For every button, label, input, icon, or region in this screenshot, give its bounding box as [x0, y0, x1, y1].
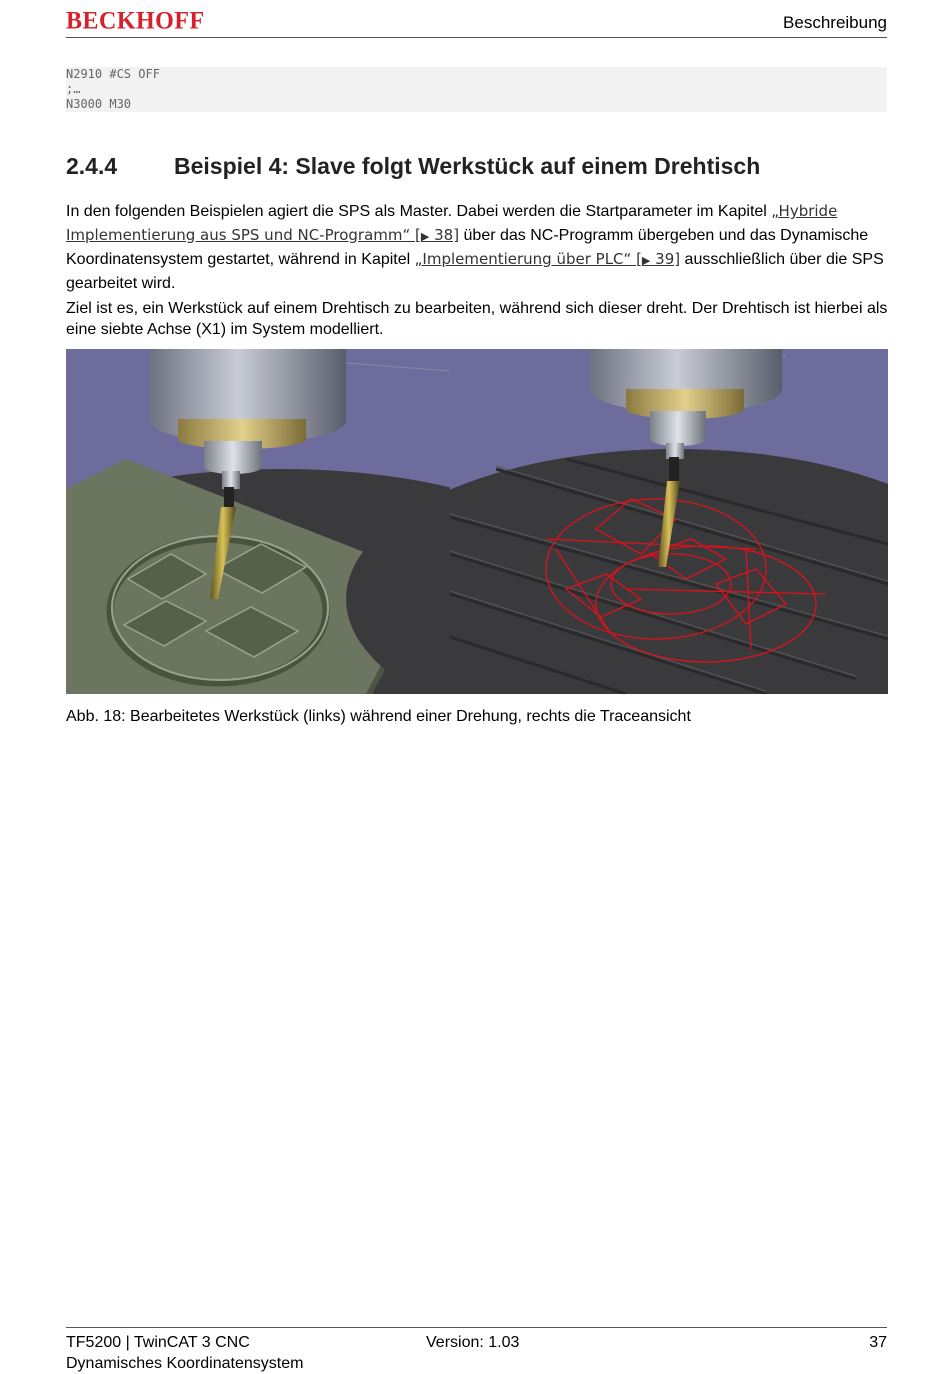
code-line: N2910 #CS OFF [66, 67, 160, 81]
link-hybride-implementierung[interactable]: „Hybride Implementierung aus SPS und NC-Programm“ [▶ 38] [66, 202, 838, 244]
section-title: Beispiel 4: Slave folgt Werkstück auf einem Drehtisch [174, 153, 761, 179]
paragraph-text: In den folgenden Beispielen agiert die SPS als Master. Dabei werden die Startparameter im Kapitel [66, 203, 772, 220]
beckhoff-logo: BECKHOFF [66, 7, 205, 35]
footer-divider [66, 1327, 887, 1328]
code-line: ;… [66, 82, 81, 96]
footer-topic: Dynamisches Koordinatensystem [66, 1355, 304, 1372]
paragraph-text: ausschließlich über die SPS gearbeitet wird. [66, 251, 884, 292]
footer-version: Version: 1.03 [426, 1334, 520, 1351]
footer-product: TF5200 | TwinCAT 3 CNC [66, 1334, 250, 1351]
link-implementierung-plc[interactable]: „Implementierung über PLC“ [▶ 39] [414, 250, 681, 268]
code-line: N3000 M30 [66, 97, 132, 111]
header-divider [66, 37, 887, 38]
intro-paragraph [66, 200, 888, 295]
section-heading [66, 153, 760, 180]
section-number: 2.4.4 [66, 153, 118, 179]
header-section-title: Beschreibung [783, 13, 887, 32]
page-arrow-icon: ▶ [420, 229, 430, 243]
code-block [66, 67, 887, 112]
footer-document-info [66, 1332, 303, 1374]
page-number: 37 [869, 1334, 887, 1351]
paragraph-text: über das NC-Programm übergeben und das Dynamische Koordinatensystem gestartet, während in Kapitel [66, 226, 869, 268]
figure-workpiece-rotary-table [66, 349, 888, 694]
goal-paragraph: Ziel ist es, ein Werkstück auf einem Drehtisch zu bearbeiten, während sich dieser dreht. Der Drehtisch ist hierbei als eine siebte Achse (X1) im System modelliert. [66, 300, 888, 338]
page-arrow-icon: ▶ [641, 254, 651, 267]
figure-caption: Abb. 18: Bearbeitetes Werkstück (links) während einer Drehung, rechts die Traceansicht [66, 708, 691, 725]
